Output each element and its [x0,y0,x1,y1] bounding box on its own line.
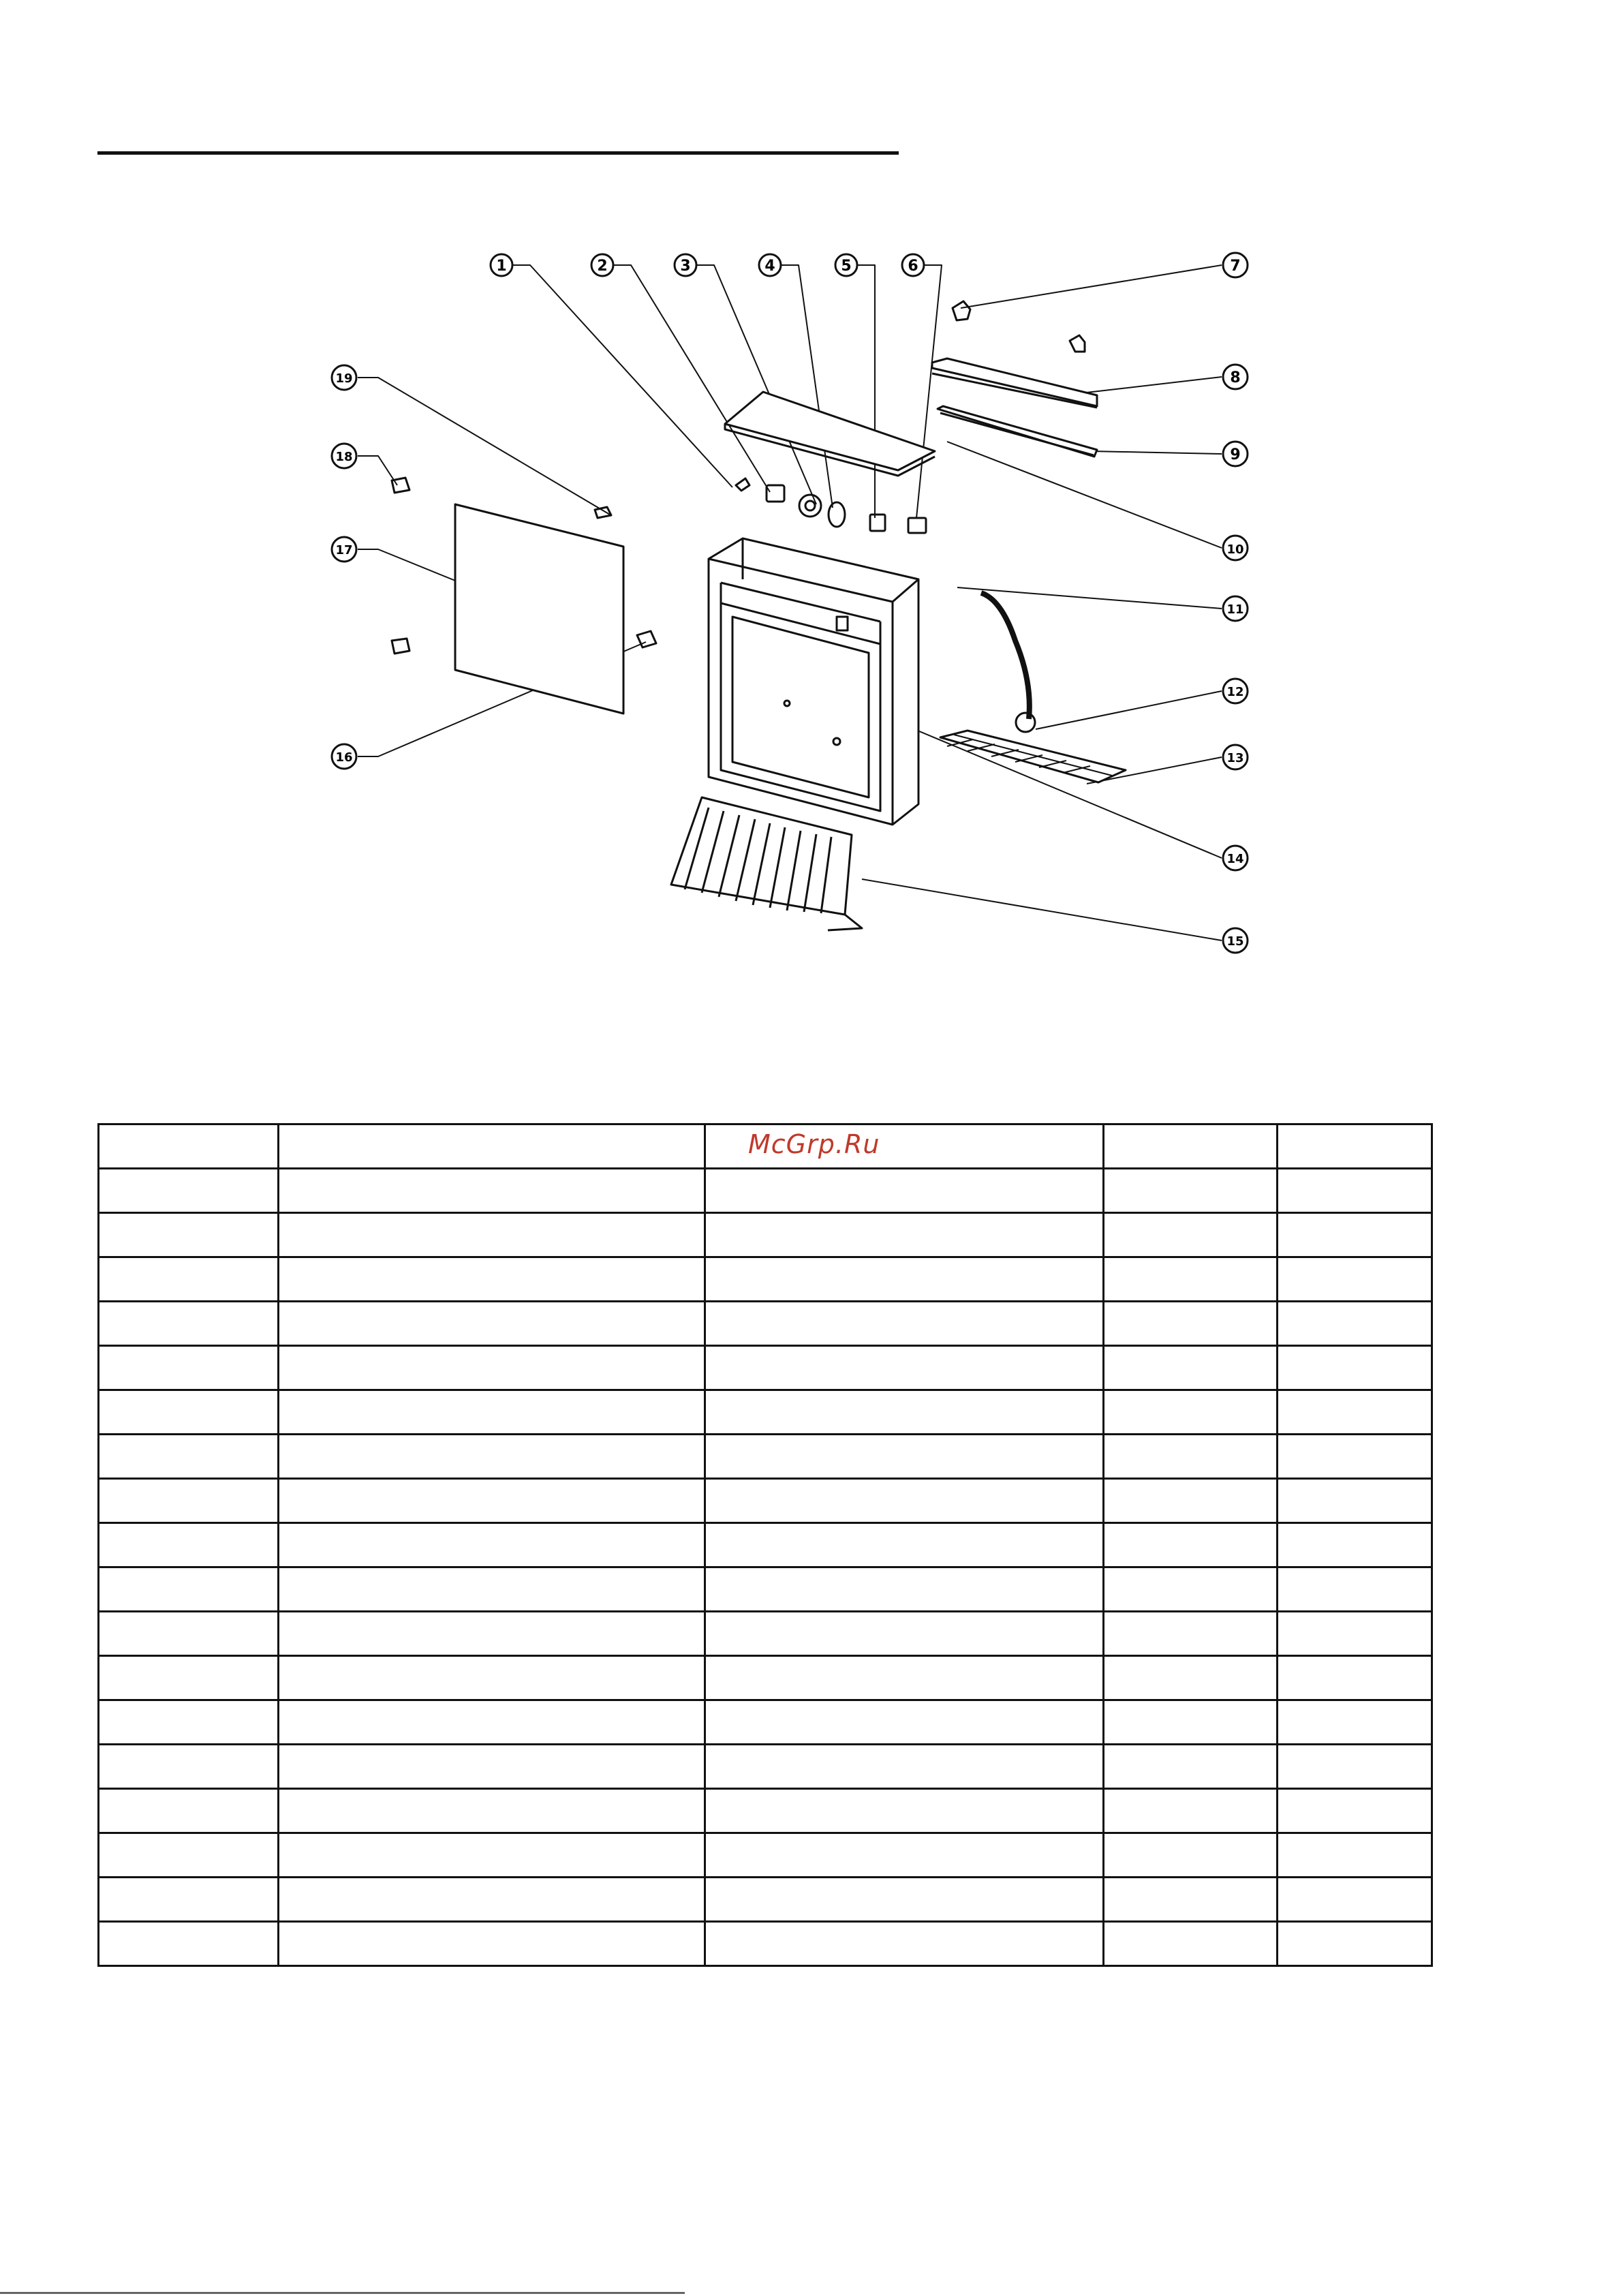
table-cell [279,1656,705,1700]
table-cell [705,1612,1104,1656]
table-cell [99,1124,279,1169]
table-cell [279,1479,705,1523]
table-cell [705,1745,1104,1789]
table-row [99,1390,1432,1435]
table-cell [1104,1700,1278,1745]
table-cell [279,1922,705,1966]
svg-text:10: 10 [1226,542,1244,557]
table-cell [705,1257,1104,1302]
svg-text:9: 9 [1230,446,1241,463]
table-row [99,1656,1432,1700]
table-cell [279,1346,705,1390]
table-cell [705,1567,1104,1612]
table-cell [1278,1922,1432,1966]
table-cell [99,1346,279,1390]
table-cell [1104,1745,1278,1789]
table-cell [1278,1745,1432,1789]
table-cell [279,1257,705,1302]
table-cell [99,1435,279,1479]
table-row [99,1213,1432,1257]
callout-8 [1223,365,1248,389]
table-cell [99,1612,279,1656]
table-cell [279,1435,705,1479]
table-cell [1104,1302,1278,1346]
table-cell [99,1700,279,1745]
svg-text:15: 15 [1226,934,1244,949]
callout-3 [675,254,696,276]
svg-text:13: 13 [1226,751,1244,765]
callout-2 [591,254,613,276]
table-cell [1278,1435,1432,1479]
table-cell [1104,1479,1278,1523]
table-cell [705,1479,1104,1523]
table-row [99,1833,1432,1878]
table-row [99,1922,1432,1966]
parts-table [97,1123,1433,1967]
callout-16 [332,744,356,769]
table-cell [1104,1789,1278,1833]
callout-1 [491,254,512,276]
svg-text:16: 16 [335,750,353,765]
callout-7 [1223,253,1248,277]
svg-text:19: 19 [335,371,353,386]
table-row [99,1878,1432,1922]
table-cell [1104,1833,1278,1878]
callout-17 [332,537,356,562]
footer-rule [0,2292,685,2294]
table-cell [705,1523,1104,1567]
svg-text:12: 12 [1226,685,1244,699]
table-cell [1278,1700,1432,1745]
table-cell [1104,1567,1278,1612]
table-cell [99,1257,279,1302]
table-cell [1104,1124,1278,1169]
table-cell [1104,1656,1278,1700]
exploded-parts-diagram [0,0,1623,1022]
table-cell [1104,1612,1278,1656]
callout-9 [1223,442,1248,466]
table-cell [99,1567,279,1612]
svg-text:4: 4 [764,258,775,275]
svg-text:14: 14 [1226,852,1244,866]
table-cell [705,1789,1104,1833]
table-row [99,1789,1432,1833]
table-cell [1104,1346,1278,1390]
table-cell [1278,1346,1432,1390]
callout-15 [1223,928,1248,953]
table-cell [705,1878,1104,1922]
table-cell [279,1745,705,1789]
table-cell [1278,1833,1432,1878]
table-cell [705,1302,1104,1346]
table-cell [99,1878,279,1922]
table-cell [705,1390,1104,1435]
table-cell [99,1302,279,1346]
table-row [99,1346,1432,1390]
table-cell [1278,1302,1432,1346]
table-cell [705,1346,1104,1390]
callout-6 [902,254,924,276]
table-cell [1104,1169,1278,1213]
table-cell [705,1435,1104,1479]
callout-18 [332,444,356,468]
table-cell [99,1169,279,1213]
callout-12 [1223,679,1248,703]
table-cell [1278,1789,1432,1833]
table-cell [1278,1523,1432,1567]
table-cell [99,1833,279,1878]
table-cell [279,1567,705,1612]
table-cell [279,1213,705,1257]
table-cell [705,1213,1104,1257]
table-cell [1104,1213,1278,1257]
table-cell [99,1745,279,1789]
table-cell [99,1656,279,1700]
table-cell [1278,1390,1432,1435]
svg-text:8: 8 [1230,369,1241,386]
svg-text:1: 1 [496,258,507,275]
table-row [99,1523,1432,1567]
table-cell [1278,1612,1432,1656]
table-cell [705,1700,1104,1745]
table-cell [99,1390,279,1435]
table-cell [1278,1656,1432,1700]
table-row [99,1169,1432,1213]
table-row [99,1257,1432,1302]
table-row [99,1567,1432,1612]
table-cell [1278,1479,1432,1523]
table-row [99,1612,1432,1656]
table-cell [99,1922,279,1966]
table-cell [99,1523,279,1567]
svg-text:2: 2 [597,258,608,275]
table-cell [705,1656,1104,1700]
table-cell [705,1169,1104,1213]
svg-text:3: 3 [680,258,691,275]
table-cell [99,1479,279,1523]
table-cell [279,1833,705,1878]
callout-10 [1223,536,1248,560]
table-cell [279,1700,705,1745]
table-cell [279,1612,705,1656]
table-cell [1104,1523,1278,1567]
svg-text:17: 17 [335,543,353,557]
table-cell [1104,1257,1278,1302]
table-cell [705,1833,1104,1878]
table-cell [1278,1124,1432,1169]
callout-4 [759,254,781,276]
callout-11 [1223,596,1248,621]
table-cell [1104,1922,1278,1966]
table-cell [279,1124,705,1169]
table-cell [279,1789,705,1833]
table-cell [279,1390,705,1435]
watermark-text: McGrp.Ru [748,1129,880,1159]
callout-19 [332,365,356,390]
table-cell [1278,1567,1432,1612]
table-row [99,1479,1432,1523]
table-row [99,1435,1432,1479]
table-cell [99,1789,279,1833]
table-cell [279,1523,705,1567]
table-cell [1278,1878,1432,1922]
table-cell [279,1169,705,1213]
table-cell [1278,1169,1432,1213]
svg-text:7: 7 [1230,258,1241,275]
table-cell [99,1213,279,1257]
table-cell [1278,1257,1432,1302]
svg-text:6: 6 [908,258,918,275]
callout-13 [1223,745,1248,769]
table-cell [705,1922,1104,1966]
table-cell [1278,1213,1432,1257]
svg-text:11: 11 [1226,602,1244,617]
table-cell [279,1302,705,1346]
table-cell [1104,1390,1278,1435]
table-row [99,1700,1432,1745]
callout-14 [1223,846,1248,870]
table-cell [1104,1435,1278,1479]
table-row [99,1745,1432,1789]
table-cell [279,1878,705,1922]
callout-5 [835,254,857,276]
table-row [99,1302,1432,1346]
svg-text:18: 18 [335,450,353,464]
svg-text:5: 5 [841,258,852,275]
table-cell [1104,1878,1278,1922]
